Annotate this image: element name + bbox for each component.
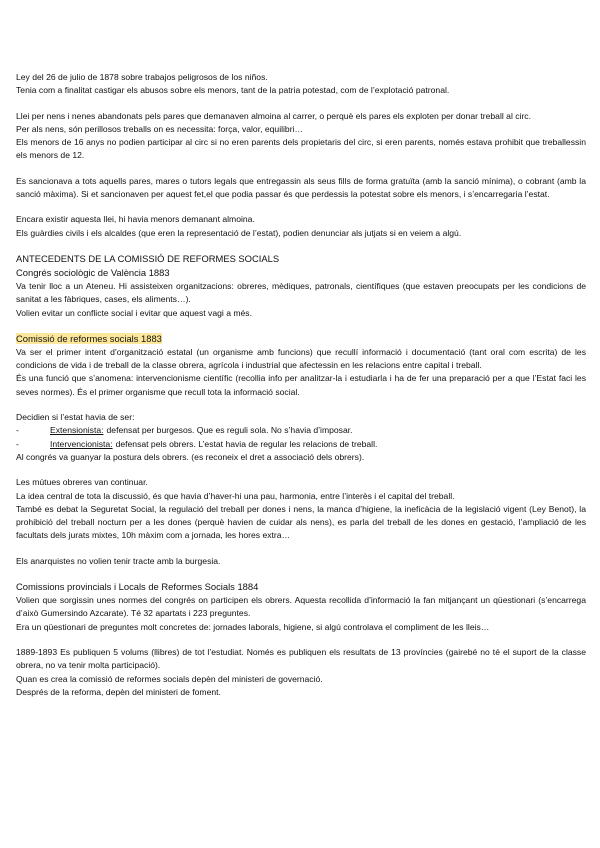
section-antecedents bbox=[16, 252, 586, 320]
text-line: Quan es crea la comissió de reformes socials depèn del ministeri de governació. bbox=[16, 673, 323, 684]
text-line: 1889-1893 Es publiquen 5 volums (llibres) de tot l’estudiat. Només es publiquen els resultats de 13 províncies (gairebé no té el suport de la classe obrera, no va tenir molta participació). bbox=[16, 646, 586, 671]
bullet-term: Intervencionista: bbox=[50, 438, 113, 449]
section-heading: Comissions provincials i Locals de Reformes Socials 1884 bbox=[16, 581, 259, 593]
text-line: Per als nens, són perillosos treballs on es necessita: força, valor, equilibri… bbox=[16, 123, 304, 134]
document-page bbox=[16, 71, 586, 711]
text-line: Encara existir aquesta llei, hi havia menors demanant almoina. bbox=[16, 214, 255, 225]
paragraph-almoina bbox=[16, 213, 586, 240]
highlighted-heading: Comissió de reformes socials 1883 bbox=[16, 332, 162, 344]
text-line: Els anarquistes no volien tenir tracte amb la burgesia. bbox=[16, 555, 221, 566]
paragraph-anarquistes bbox=[16, 555, 586, 568]
section-final bbox=[16, 646, 586, 699]
bullet-term: Extensionista: bbox=[50, 425, 104, 436]
text-line: Va ser el primer intent d’organització estatal (un organisme amb funcions) que recullí informació i documentació (tant oral com escrita) de les condicions de vida i de treball de la classe obrera, agrícola i industrial que afectessin en les relacions entre capital i treball. bbox=[16, 346, 586, 371]
bullet-text: defensat pels obrers. L’estat havia de regular les relacions de treball. bbox=[115, 438, 378, 449]
text-line: La idea central de tota la discussió, és que havia d’haver-hi una pau, harmonia, entre l’interès i el capital del treball. bbox=[16, 490, 455, 501]
paragraph-ley-1878 bbox=[16, 71, 586, 98]
text-line: Al congrés va guanyar la postura dels obrers. (es reconeix el dret a associació dels obrers). bbox=[16, 451, 365, 462]
text-line: Era un qüestionari de preguntes molt concretes de: jornades laborals, higiene, si algú controlava el compliment de les lleis… bbox=[16, 621, 490, 632]
section-decidien bbox=[16, 411, 586, 464]
section-comissions bbox=[16, 580, 586, 634]
text-line: Els menors de 16 anys no podien participar al circ si no eren parents dels propietaris del circ, si eren parents, només estava prohibit que treballessin els menors de 12. bbox=[16, 137, 586, 161]
bullet-marker: - bbox=[16, 438, 19, 449]
text-line: Volien evitar un conflicte social i evitar que aquest vagi a més. bbox=[16, 307, 252, 318]
section-subheading: Congrés sociològic de València 1883 bbox=[16, 266, 170, 278]
section-heading: ANTECEDENTS DE LA COMISSIÓ DE REFORMES SOCIALS bbox=[16, 252, 280, 264]
bullet-marker: - bbox=[16, 425, 19, 436]
text-line: Llei per nens i nenes abandonats pels pares que demanaven almoina al carrer, o perquè els pares els exploten per donar treball al circ. bbox=[16, 110, 531, 121]
text-line: Tenia com a finalitat castigar els abusos sobre els menors, tant de la patria potestad, com de l’explotació patronal. bbox=[16, 85, 450, 96]
text-line: Decidien si l’estat havia de ser: bbox=[16, 412, 135, 423]
paragraph-llei-nens bbox=[16, 110, 586, 163]
bullet-item bbox=[16, 438, 586, 451]
text-line: Els guàrdies civils i els alcaldes (que eren la representació de l’estat), podien denunciar als jutjats si en veiem a algú. bbox=[16, 227, 462, 238]
text-line: Després de la reforma, depèn del ministeri de foment. bbox=[16, 686, 221, 697]
bullet-text: defensat per burgesos. Que es reguli sola. No s’havia d’imposar. bbox=[106, 425, 353, 436]
text-line: Es sancionava a tots aquells pares, mares o tutors legals que entregassin als seus fills de forma gratuïta (amb la sanció mínima), o cobrant (amb la sanció màxima). Si et sancionaven per aquest fet,el que podia passar és que perdessis la potestat sobre els menors, i s’encarregaria l’estat. bbox=[16, 175, 586, 200]
section-comissio bbox=[16, 332, 586, 399]
text-line: Va tenir lloc a un Ateneu. Hi assisteixen organitzacions: obreres, mèdiques, patronals, científiques (que estaven preocupats per les condicions de sanitat a les fàbriques, cases, els aliments…). bbox=[16, 280, 586, 305]
text-line: Volien que sorgissin unes normes del congrés on participen els obrers. Aquesta recollida d’informació la fan mitjançant un qüestionari (s’encarrega d’això Gumersindo Azcarate). Té 32 apartats i 223 preguntes. bbox=[16, 595, 586, 619]
text-line: Ley del 26 de julio de 1878 sobre trabajos peligrosos de los niños. bbox=[16, 72, 268, 82]
section-mutues bbox=[16, 476, 586, 542]
paragraph-sancions bbox=[16, 175, 586, 202]
bullet-item bbox=[16, 424, 586, 437]
text-line: És una funció que s’anomena: intervencionisme científic (recollia info per analitzar-la i estudiarla i ha de fer una preparació per a que l’Estat faci les seves normes). És el primer organisme que recull tota la informació social. bbox=[16, 373, 586, 397]
text-line: També es debat la Seguretat Social, la regulació del treball per dones i nens, la manca d’higiene, la ineficàcia de la legislació vigent (Ley Benot), la prohibició del treball nocturn per a les dones (perquè havien de cuidar als nens), es parla del treball de les dones en gestació, l’ampliació de les facultats dels jurats mixtes, 10h màxim com a jornada, les hores extra… bbox=[16, 503, 586, 541]
text-line: Les mútues obreres van continuar. bbox=[16, 477, 148, 488]
